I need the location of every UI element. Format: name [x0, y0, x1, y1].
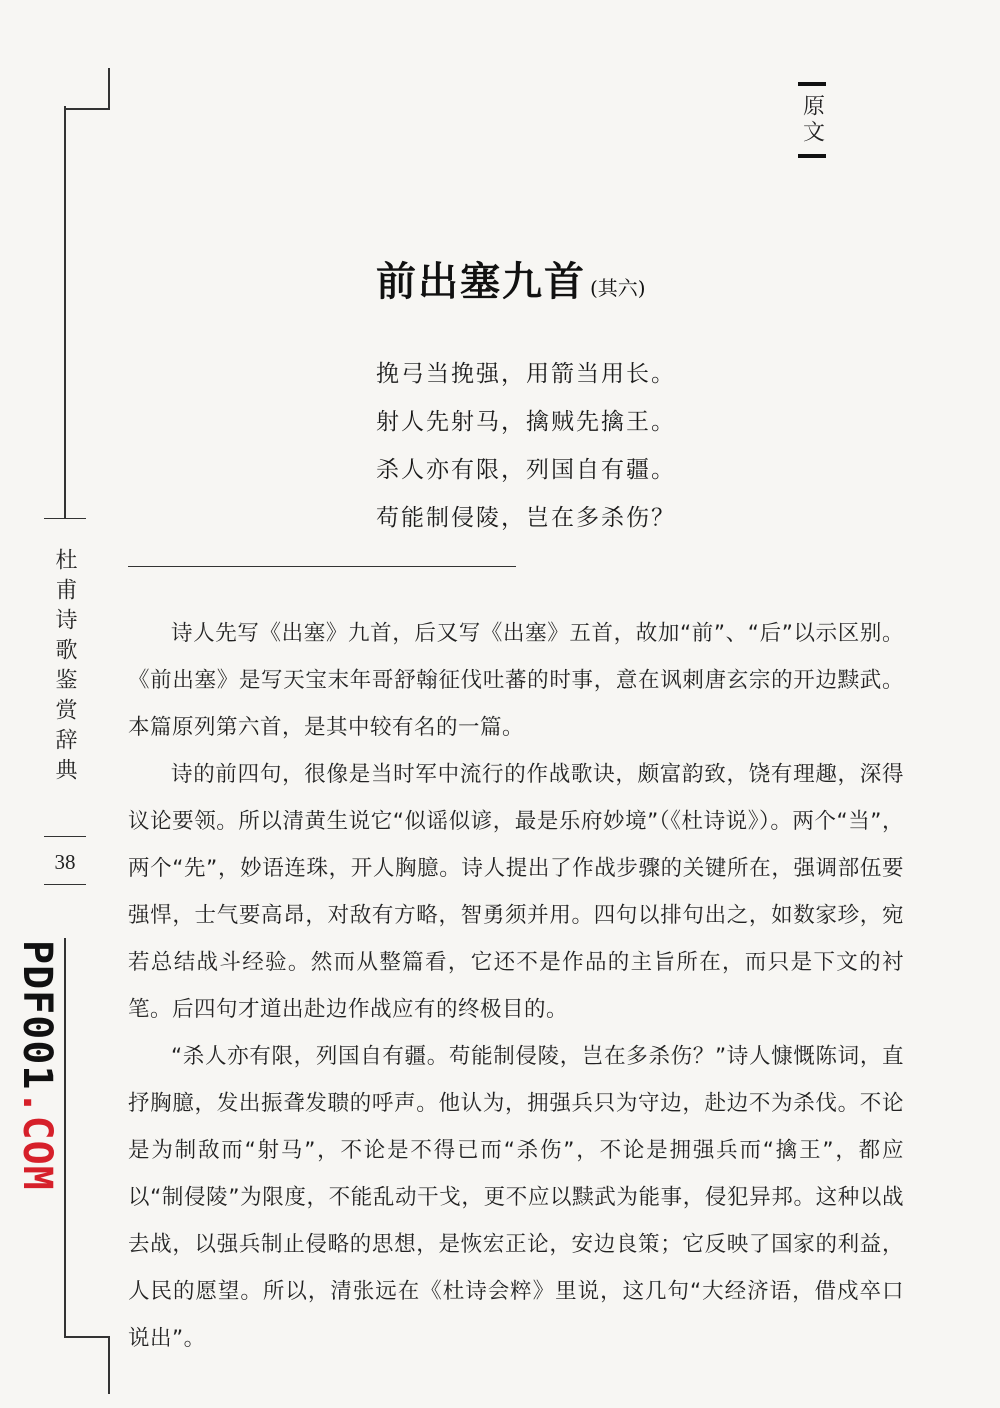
frame-line-upper — [64, 106, 66, 518]
poem-title-text: 前出塞九首 — [376, 258, 586, 305]
poem-title — [376, 250, 646, 307]
watermark-prefix: PDF001 — [14, 940, 60, 1091]
poem-line: 射人先射马，擒贼先擒王。 — [376, 409, 676, 435]
frame-corner-top — [64, 68, 110, 110]
poem-line: 杀人亦有限，列国自有疆。 — [376, 457, 676, 483]
commentary — [128, 610, 904, 1362]
frame-line-lower — [64, 938, 66, 1338]
section-divider — [128, 566, 516, 567]
poem-line: 苟能制侵陵，岂在多杀伤？ — [376, 505, 676, 531]
section-badge: 原文 — [794, 82, 830, 158]
page-number: 38 — [54, 850, 76, 874]
commentary-paragraph: “杀人亦有限，列国自有疆。苟能制侵陵，岂在多杀伤？”诗人慷慨陈词，直抒胸臆，发出振聋发聩的呼声。他认为，拥强兵只为守边，赴边不为杀伐。不论是为制敌而“射马”，不论是不得已而“杀伤”，不论是拥强兵而“擒王”，都应以“制侵陵”为限度，不能乱动干戈，更不应以黩武为能事，侵犯异邦。这种以战去战，以强兵制止侵略的思想，是恢宏正论，安边良策；它反映了国家的利益，人民的愿望。所以，清张远在《杜诗会粹》里说，这几句“大经济语，借戍卒口说出”。 — [128, 1044, 904, 1351]
side-rule-top — [44, 518, 86, 519]
watermark-suffix: .COM — [14, 1090, 60, 1191]
commentary-paragraph: 诗的前四句，很像是当时军中流行的作战歌诀，颇富韵致，饶有理趣，深得议论要领。所以清黄生说它“似谣似谚，最是乐府妙境”（《杜诗说》）。两个“当”，两个“先”，妙语连珠，开人胸臆。诗人提出了作战步骤的关键所在，强调部伍要强悍，士气要高昂，对敌有方略，智勇须并用。四句以排句出之，如数家珍，宛若总结战斗经验。然而从整篇看，它还不是作品的主旨所在，而只是下文的衬笔。后四句才道出赴边作战应有的终极目的。 — [128, 762, 904, 1022]
running-title: 杜甫诗歌鉴赏辞典 — [52, 548, 77, 788]
poem-text — [376, 350, 676, 542]
watermark — [10, 940, 60, 1190]
side-rule-middle — [44, 836, 86, 837]
poem-line: 挽弓当挽强，用箭当用长。 — [376, 361, 676, 387]
side-rule-bottom — [44, 884, 86, 885]
frame-corner-bottom — [64, 1336, 110, 1394]
commentary-paragraph: 诗人先写《出塞》九首，后又写《出塞》五首，故加“前”、“后”以示区别。《前出塞》是写天宝末年哥舒翰征伐吐蕃的时事，意在讽刺唐玄宗的开边黩武。本篇原列第六首，是其中较有名的一篇。 — [128, 621, 904, 740]
poem-subtitle: (其六) — [590, 276, 646, 300]
